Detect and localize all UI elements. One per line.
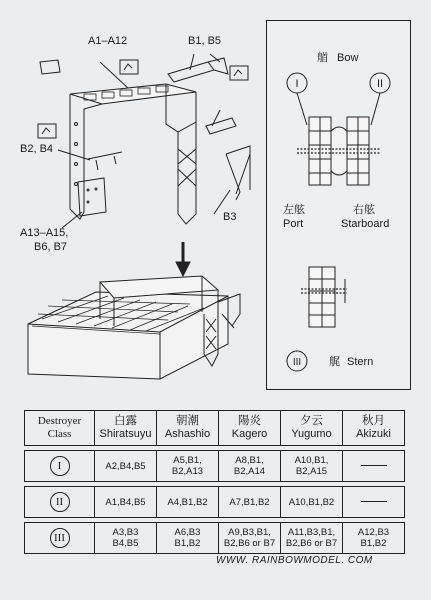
table-cell: A1,B4,B5: [95, 487, 157, 518]
table-cell: A9,B3,B1, B2,B6 or B7: [219, 523, 281, 554]
table-cell: A8,B1, B2,A14: [219, 451, 281, 482]
table-cell: A10,B1,B2: [281, 487, 343, 518]
part-b3: [226, 146, 250, 200]
table-cell: A12,B3 B1,B2: [343, 523, 405, 554]
header-akizuki: 秋月 Akizuki: [343, 411, 405, 446]
table-row: [25, 487, 405, 518]
starboard-kanji: 右舷: [353, 204, 375, 216]
dash: [361, 501, 387, 502]
orientation-diagram: [266, 20, 411, 390]
table-cell-dash: [343, 487, 405, 518]
table-header-row: [25, 411, 405, 446]
header-kagero: 陽炎 Kagero: [219, 411, 281, 446]
ladder-bottom: [309, 267, 335, 327]
table-cell: A5,B1, B2,A13: [157, 451, 219, 482]
port-kanji: 左舷: [283, 204, 305, 216]
table-row: [25, 523, 405, 554]
table-cell: A10,B1, B2,A15: [281, 451, 343, 482]
table-cell: A4,B1,B2: [157, 487, 219, 518]
numeral-three: III: [292, 357, 302, 368]
bow-kanji: 艏: [317, 52, 328, 64]
website-url: WWW. RAINBOWMODEL. COM: [216, 555, 373, 566]
label-b6-b7: B6, B7: [34, 241, 68, 253]
stern-kanji: 艉: [329, 356, 340, 368]
label-a13-a15: A13–A15,: [20, 227, 69, 239]
part-b2: [88, 152, 122, 170]
bow-label: Bow: [337, 52, 359, 64]
label-b1-b5: B1, B5: [188, 35, 222, 47]
port-label: Port: [283, 218, 304, 230]
table-cell: A3,B3 B4,B5: [95, 523, 157, 554]
part-a13: [78, 178, 106, 216]
label-b3: B3: [223, 211, 237, 223]
table-cell-dash: [343, 451, 405, 482]
label-a1-a12: A1–A12: [88, 35, 128, 47]
row-numeral: III: [50, 528, 70, 548]
starboard-label: Starboard: [341, 218, 390, 230]
numeral-one: I: [295, 78, 299, 90]
row-numeral: II: [50, 492, 70, 512]
table-row: [25, 451, 405, 482]
header-destroyer-class: Destroyer Class: [25, 411, 95, 446]
part-a-small: [40, 60, 60, 74]
table-cell: A6,B3 B1,B2: [157, 523, 219, 554]
label-b2-b4: B2, B4: [20, 143, 54, 155]
assembly-diagram: [18, 14, 253, 394]
destroyer-class-table: [24, 410, 405, 554]
header-ashashio: 朝潮 Ashashio: [157, 411, 219, 446]
table-cell: A11,B3,B1, B2,B6 or B7: [281, 523, 343, 554]
dash: [361, 465, 387, 466]
row-numeral: I: [50, 456, 70, 476]
assembled-deck: [28, 292, 228, 379]
ladder-right: [347, 117, 369, 185]
header-shiratsuyu: 白露 Shiratsuyu: [95, 411, 157, 446]
part-b5: [206, 118, 236, 134]
numeral-two: II: [376, 78, 384, 90]
stern-label: Stern: [347, 356, 374, 368]
table-cell: A7,B1,B2: [219, 487, 281, 518]
ladder-left: [309, 117, 331, 185]
table-cell: A2,B4,B5: [95, 451, 157, 482]
header-yugumo: 夕云 Yugumo: [281, 411, 343, 446]
